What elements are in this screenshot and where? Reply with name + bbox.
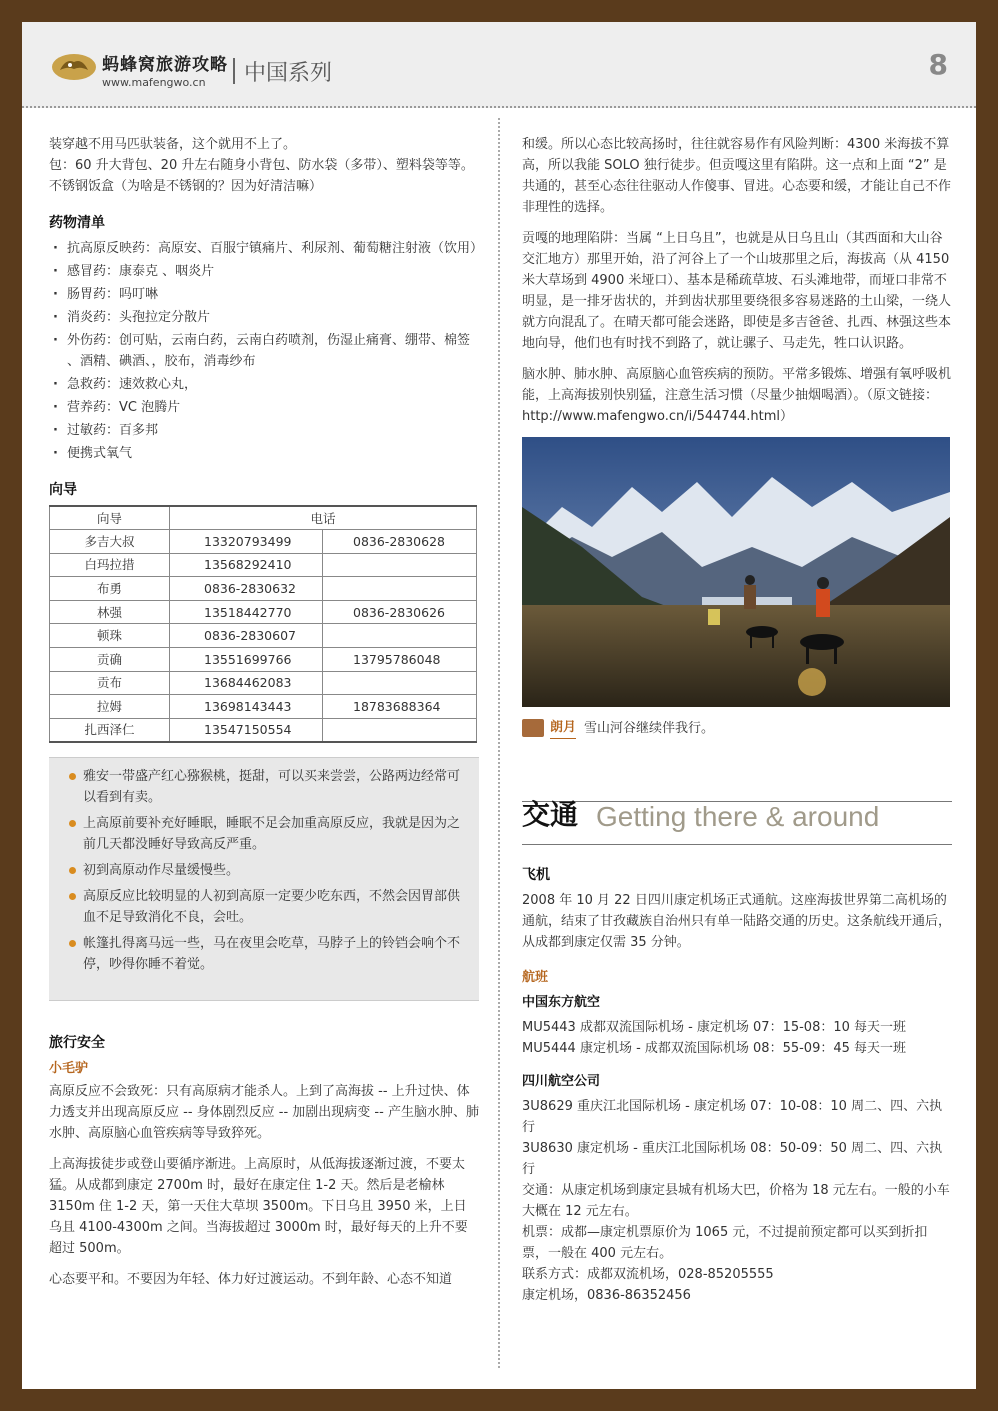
article-paragraph: 贡嘎的地理陷阱：当属 “上日乌且”，也就是从日乌且山（其西面和大山谷交汇地方）那里开始，沿了河谷上了一个山坡那里之后，海拔高（从 4150 米大草场到 4900 米垭口）、基本是稀疏草坡、石头滩地带，而垭口非常不明显，是一排牙齿状的，并到齿状那里要绕很多容易迷路的土山梁，一绕人就方向混乱了。在晴天都可能会迷路，即使是多吉爸爸、扎西、林强这些本地向导，他们也有时找不到路了，就让骡子、马走先，牲口认识路。	[522, 231, 952, 351]
med-item: · 消炎药：头孢拉定分散片	[49, 307, 479, 328]
page-header	[22, 22, 976, 108]
guide-phone: 13551699766	[170, 648, 323, 672]
meds-list	[49, 238, 484, 464]
guide-name: 顿珠	[50, 624, 170, 648]
guide-name: 扎西泽仁	[50, 718, 170, 742]
guide-name: 白玛拉措	[50, 553, 170, 577]
right-column	[522, 134, 952, 1306]
table-header-row	[50, 506, 477, 530]
safety-title: 旅行安全	[49, 1034, 105, 1051]
intro-line: 包：60 升大背包、20 升左右随身小背包、防水袋（多带）、塑料袋等等。	[49, 158, 474, 173]
transport-note: 交通：从康定机场到康定县城有机场大巴，价格为 18 元左右。一般的小车大概在 12 元左右。	[522, 1183, 950, 1219]
meds-title: 药物清单	[49, 215, 105, 231]
page	[22, 22, 976, 1389]
guide-table	[49, 505, 477, 743]
mafengwo-logo-icon	[50, 52, 98, 82]
table-row	[50, 530, 477, 554]
table-row	[50, 648, 477, 672]
guide-phone-alt	[323, 553, 477, 577]
guide-phone: 13518442770	[170, 600, 323, 624]
contact-line: 联系方式：成都双流机场，028-85205555	[522, 1267, 774, 1282]
left-column	[49, 134, 484, 1300]
caption-text: 雪山河谷继续伴我行。	[584, 720, 715, 736]
tips-box	[49, 757, 479, 1001]
transport-section-title	[522, 798, 952, 845]
med-item: · 抗高原反映药：高原安、百服宁镇痛片、利尿剂、葡萄糖注射液（饮用）	[49, 238, 479, 259]
safety-author: 小毛驴	[49, 1060, 89, 1076]
guide-phone-alt	[323, 577, 477, 601]
table-row	[50, 553, 477, 577]
safety-paragraph: 高原反应不会致死：只有高原病才能杀人。上到了高海拔 -- 上升过快、体力透支并出现高原反应 -- 身体剧烈反应 -- 加剧出现病变 -- 产生脑水肿、肺水肿、高原脑心血管疾病等导致猝死。	[49, 1083, 479, 1141]
med-item: · 肠胃药：吗叮啉	[49, 284, 479, 305]
flight-line: MU5444 康定机场 - 成都双流国际机场 08：55-09：45 每天一班	[522, 1041, 907, 1056]
med-item: · 感冒药：康泰克 、咽炎片	[49, 261, 479, 282]
photo-caption	[522, 717, 952, 739]
guide-phone-alt	[323, 671, 477, 695]
section-title-en: Getting there & around	[596, 801, 880, 832]
tip-item: 雅安一带盛产红心猕猴桃，挺甜，可以买来尝尝，公路两边经常可以看到有卖。	[69, 766, 463, 808]
flight-line: 3U8630 康定机场 - 重庆江北国际机场 08：50-09：50 周二、四、六执行	[522, 1141, 943, 1177]
ticket-note: 机票：成都—康定机票原价为 1065 元，不过提前预定都可以买到折扣票，一般在 400 元左右。	[522, 1225, 928, 1261]
intro-line: 装穿越不用马匹驮装备，这个就用不上了。	[49, 137, 297, 152]
tip-item: 上高原前要补充好睡眠，睡眠不足会加重高原反应，我就是因为之前几天都没睡好导致高反严重。	[69, 813, 463, 855]
caption-author: 朗月	[550, 717, 576, 739]
table-row	[50, 577, 477, 601]
guide-phone-alt: 13795786048	[323, 648, 477, 672]
guide-name: 拉姆	[50, 695, 170, 719]
guide-phone: 13684462083	[170, 671, 323, 695]
table-row	[50, 695, 477, 719]
article-paragraph: 和缓。所以心态比较高扬时，往往就容易作有风险判断：4300 米海拔不算高，所以我能 SOLO 独行徒步。但贡嘎这里有陷阱。这一点和上面 “2” 是共通的，甚至心态往往驱动人作傻事、冒进。心态要和缓，才能让自己不作非理性的选择。	[522, 137, 952, 215]
contact-line: 康定机场，0836-86352456	[522, 1288, 691, 1303]
med-item: · 过敏药：百多邦	[49, 420, 479, 441]
table-row	[50, 624, 477, 648]
safety-paragraph: 上高海拔徒步或登山要循序渐进。上高原时，从低海拔逐渐过渡，不要太猛。从成都到康定 2700m 时，最好在康定住 1-2 天。然后是老榆林 3150m 住 1-2 天，第一天住大草坝 3500m。下日乌且 3950 米，上日乌且 4100-4300m 之间。当海拔超过 3000m 时，最好每天的上升不要超过 500m。	[49, 1156, 468, 1256]
plane-paragraph: 2008 年 10 月 22 日四川康定机场正式通航。这座海拔世界第二高机场的通航，结束了甘孜藏族自治州只有单一陆路交通的历史。这条航线开通后，从成都到康定仅需 35 分钟。	[522, 893, 952, 950]
guide-phone: 0836-2830632	[170, 577, 323, 601]
flights-title: 航班	[522, 970, 549, 985]
brand-name: 蚂蜂窝旅游攻略	[102, 55, 228, 75]
med-item: · 便携式氧气	[49, 443, 479, 464]
guide-phone-alt	[323, 718, 477, 742]
guide-name: 贡布	[50, 671, 170, 695]
avatar	[522, 719, 544, 737]
guide-phone-alt	[323, 624, 477, 648]
guide-phone: 0836-2830607	[170, 624, 323, 648]
page-number: 8	[928, 48, 948, 81]
section-title-cn: 交通	[522, 798, 579, 831]
series-title: 中国系列	[244, 61, 333, 86]
airline-name: 四川航空公司	[522, 1074, 601, 1089]
article-paragraph: 脑水肿、肺水肿、高原脑心血管疾病的预防。平常多锻炼、增强有氧呼吸机能，上高海拔别快别猛，注意生活习惯（尽量少抽烟喝酒）。（原文链接：http://www.mafengwo.cn/i/544744.html）	[522, 367, 952, 424]
plane-title: 飞机	[522, 867, 550, 883]
column-header: 向导	[50, 506, 170, 530]
guide-title: 向导	[49, 482, 77, 498]
table-row	[50, 718, 477, 742]
tip-item: 帐篷扎得离马远一些，马在夜里会吃草，马脖子上的铃铛会响个不停，吵得你睡不着觉。	[69, 933, 463, 975]
intro-line: 不锈钢饭盒（为啥是不锈钢的？因为好清洁嘛）	[49, 179, 323, 194]
guide-phone-alt: 0836-2830628	[323, 530, 477, 554]
airline-name: 中国东方航空	[522, 995, 601, 1010]
brand-url: www.mafengwo.cn	[102, 76, 206, 89]
safety-paragraph: 心态要平和。不要因为年轻、体力好过渡运动。不到年龄、心态不知道	[49, 1271, 453, 1287]
guide-phone: 13320793499	[170, 530, 323, 554]
guide-phone-alt: 18783688364	[323, 695, 477, 719]
guide-name: 林强	[50, 600, 170, 624]
guide-phone: 13568292410	[170, 553, 323, 577]
guide-phone: 13547150554	[170, 718, 323, 742]
gear-intro	[49, 134, 479, 197]
table-row	[50, 600, 477, 624]
mountain-photo	[522, 437, 950, 707]
guide-name: 贡确	[50, 648, 170, 672]
med-item: · 营养药：VC 泡腾片	[49, 397, 479, 418]
column-divider	[498, 118, 500, 1368]
tip-item: 初到高原动作尽量缓慢些。	[69, 860, 463, 881]
guide-phone: 13698143443	[170, 695, 323, 719]
mountain-valley-image	[522, 437, 950, 707]
med-item: · 外伤药：创可贴，云南白药，云南白药喷剂，伤湿止痛膏、绷带、棉签 、酒精、碘酒、，胶布，消毒纱布	[49, 330, 479, 372]
flight-line: MU5443 成都双流国际机场 - 康定机场 07：15-08：10 每天一班	[522, 1020, 907, 1035]
med-item: · 急救药：速效救心丸，	[49, 374, 479, 395]
tip-item: 高原反应比较明显的人初到高原一定要少吃东西，不然会因胃部供血不足导致消化不良，会吐。	[69, 886, 463, 928]
flight-line: 3U8629 重庆江北国际机场 - 康定机场 07：10-08：10 周二、四、六执行	[522, 1099, 943, 1135]
header-separator	[233, 58, 235, 84]
table-row	[50, 671, 477, 695]
column-header: 电话	[170, 506, 477, 530]
guide-name: 布勇	[50, 577, 170, 601]
guide-name: 多吉大叔	[50, 530, 170, 554]
guide-phone-alt: 0836-2830626	[323, 600, 477, 624]
